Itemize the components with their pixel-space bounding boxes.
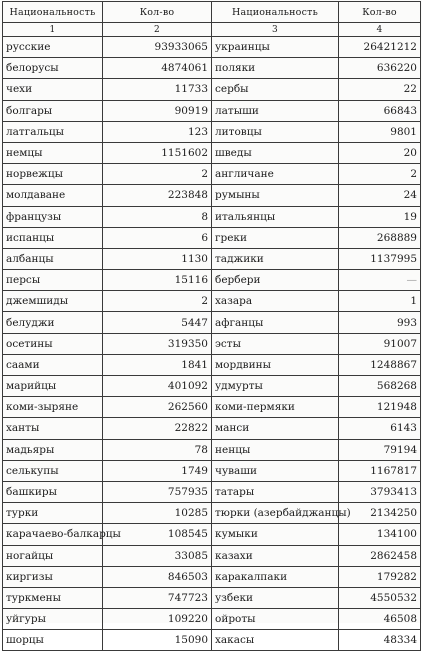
nationality-cell: осетины — [3, 333, 103, 354]
table-row — [3, 121, 421, 142]
count-cell: 5447 — [103, 312, 212, 333]
count-cell: 123 — [103, 121, 212, 142]
count-cell: 757935 — [103, 481, 212, 502]
count-cell: 8 — [103, 206, 212, 227]
table-header — [3, 2, 421, 37]
nationality-cell: русские — [3, 37, 103, 58]
count-cell: 15116 — [103, 270, 212, 291]
nationality-cell: тюрки (азербайджанцы) — [212, 503, 339, 524]
table-row — [3, 503, 421, 524]
table-row — [3, 37, 421, 58]
count-cell: 1248867 — [339, 354, 421, 375]
header-count-1: Кол-во — [103, 2, 212, 23]
table-row — [3, 418, 421, 439]
column-number-3: 3 — [212, 23, 339, 37]
nationality-cell: литовцы — [212, 121, 339, 142]
table-row — [3, 545, 421, 566]
nationality-cell: татары — [212, 481, 339, 502]
count-cell: 262560 — [103, 397, 212, 418]
table-row — [3, 566, 421, 587]
table-row — [3, 630, 421, 651]
nationality-cell: узбеки — [212, 587, 339, 608]
nationality-cell: уйгуры — [3, 609, 103, 630]
count-cell: 6 — [103, 227, 212, 248]
nationality-cell: шведы — [212, 142, 339, 163]
count-cell: 15090 — [103, 630, 212, 651]
table-row — [3, 376, 421, 397]
count-cell: 93933065 — [103, 37, 212, 58]
nationality-cell: румыны — [212, 185, 339, 206]
count-cell: 19 — [339, 206, 421, 227]
count-cell: 79194 — [339, 439, 421, 460]
count-cell: 33085 — [103, 545, 212, 566]
table-row — [3, 587, 421, 608]
count-cell: — — [339, 270, 421, 291]
count-cell: 747723 — [103, 587, 212, 608]
nationality-cell: саами — [3, 354, 103, 375]
nationality-cell: турки — [3, 503, 103, 524]
nationality-cell: манси — [212, 418, 339, 439]
count-cell: 2862458 — [339, 545, 421, 566]
nationality-cell: англичане — [212, 164, 339, 185]
table-row — [3, 58, 421, 79]
count-cell: 2 — [103, 164, 212, 185]
table-row — [3, 100, 421, 121]
nationality-cell: сербы — [212, 79, 339, 100]
nationality-cell: итальянцы — [212, 206, 339, 227]
header-count-2: Кол-во — [339, 2, 421, 23]
count-cell: 993 — [339, 312, 421, 333]
nationality-cell: шорцы — [3, 630, 103, 651]
table-row — [3, 227, 421, 248]
nationality-cell: поляки — [212, 58, 339, 79]
count-cell: 20 — [339, 142, 421, 163]
count-cell: 3793413 — [339, 481, 421, 502]
table-row — [3, 270, 421, 291]
count-cell: 108545 — [103, 524, 212, 545]
table-body — [3, 37, 421, 651]
table-row — [3, 524, 421, 545]
count-cell: 46508 — [339, 609, 421, 630]
count-cell: 319350 — [103, 333, 212, 354]
nationality-cell: персы — [3, 270, 103, 291]
nationality-cell: башкиры — [3, 481, 103, 502]
nationality-cell: хакасы — [212, 630, 339, 651]
column-number-row — [3, 23, 421, 37]
table-row — [3, 79, 421, 100]
nationality-cell: афганцы — [212, 312, 339, 333]
nationality-cell: немцы — [3, 142, 103, 163]
nationality-cell: бербери — [212, 270, 339, 291]
count-cell: 846503 — [103, 566, 212, 587]
count-cell: 66843 — [339, 100, 421, 121]
count-cell: 2134250 — [339, 503, 421, 524]
count-cell: 109220 — [103, 609, 212, 630]
nationality-cell: киргизы — [3, 566, 103, 587]
count-cell: 1130 — [103, 248, 212, 269]
table-row — [3, 609, 421, 630]
nationality-cell: испанцы — [3, 227, 103, 248]
count-cell: 1167817 — [339, 460, 421, 481]
header-nationality-2: Национальность — [212, 2, 339, 23]
nationality-cell: латгальцы — [3, 121, 103, 142]
count-cell: 2 — [103, 291, 212, 312]
table-row — [3, 333, 421, 354]
nationality-cell: латыши — [212, 100, 339, 121]
count-cell: 568268 — [339, 376, 421, 397]
nationality-cell: норвежцы — [3, 164, 103, 185]
header-nationality-1: Национальность — [3, 2, 103, 23]
table-row — [3, 142, 421, 163]
nationality-cell: удмурты — [212, 376, 339, 397]
count-cell: 22822 — [103, 418, 212, 439]
nationality-cell: карачаево-балкарцы — [3, 524, 103, 545]
nationality-cell: казахи — [212, 545, 339, 566]
nationality-cell: украинцы — [212, 37, 339, 58]
count-cell: 1841 — [103, 354, 212, 375]
count-cell: 90919 — [103, 100, 212, 121]
table-row — [3, 291, 421, 312]
count-cell: 4874061 — [103, 58, 212, 79]
count-cell: 401092 — [103, 376, 212, 397]
nationality-cell: эсты — [212, 333, 339, 354]
count-cell: 268889 — [339, 227, 421, 248]
count-cell: 10285 — [103, 503, 212, 524]
nationality-cell: болгары — [3, 100, 103, 121]
nationality-cell: молдаване — [3, 185, 103, 206]
count-cell: 6143 — [339, 418, 421, 439]
table-row — [3, 164, 421, 185]
count-cell: 22 — [339, 79, 421, 100]
nationality-cell: ногайцы — [3, 545, 103, 566]
table-row — [3, 397, 421, 418]
count-cell: 24 — [339, 185, 421, 206]
count-cell: 121948 — [339, 397, 421, 418]
nationality-cell: туркмены — [3, 587, 103, 608]
nationality-cell: кумыки — [212, 524, 339, 545]
nationality-cell: ойроты — [212, 609, 339, 630]
nationality-cell: чехи — [3, 79, 103, 100]
column-number-1: 1 — [3, 23, 103, 37]
nationality-cell: ненцы — [212, 439, 339, 460]
nationality-cell: французы — [3, 206, 103, 227]
table-row — [3, 481, 421, 502]
nationality-table — [2, 1, 421, 651]
count-cell: 11733 — [103, 79, 212, 100]
nationality-cell: селькупы — [3, 460, 103, 481]
nationality-cell: албанцы — [3, 248, 103, 269]
nationality-cell: чуваши — [212, 460, 339, 481]
count-cell: 2 — [339, 164, 421, 185]
table-row — [3, 248, 421, 269]
count-cell: 1749 — [103, 460, 212, 481]
table-row — [3, 460, 421, 481]
count-cell: 9801 — [339, 121, 421, 142]
table-row — [3, 312, 421, 333]
count-cell: 1151602 — [103, 142, 212, 163]
nationality-cell: коми-пермяки — [212, 397, 339, 418]
count-cell: 48334 — [339, 630, 421, 651]
table-row — [3, 206, 421, 227]
header-row — [3, 2, 421, 23]
nationality-cell: коми-зыряне — [3, 397, 103, 418]
count-cell: 223848 — [103, 185, 212, 206]
nationality-cell: белуджи — [3, 312, 103, 333]
table-row — [3, 439, 421, 460]
count-cell: 91007 — [339, 333, 421, 354]
count-cell: 1 — [339, 291, 421, 312]
column-number-4: 4 — [339, 23, 421, 37]
count-cell: 134100 — [339, 524, 421, 545]
nationality-cell: марийцы — [3, 376, 103, 397]
count-cell: 636220 — [339, 58, 421, 79]
nationality-cell: белорусы — [3, 58, 103, 79]
nationality-cell: ханты — [3, 418, 103, 439]
table-row — [3, 185, 421, 206]
nationality-cell: греки — [212, 227, 339, 248]
count-cell: 26421212 — [339, 37, 421, 58]
nationality-cell: мадьяры — [3, 439, 103, 460]
nationality-cell: джемшиды — [3, 291, 103, 312]
nationality-cell: каракалпаки — [212, 566, 339, 587]
count-cell: 4550532 — [339, 587, 421, 608]
count-cell: 1137995 — [339, 248, 421, 269]
nationality-cell: хазара — [212, 291, 339, 312]
nationality-cell: мордвины — [212, 354, 339, 375]
table-row — [3, 354, 421, 375]
count-cell: 78 — [103, 439, 212, 460]
nationality-cell: таджики — [212, 248, 339, 269]
count-cell: 179282 — [339, 566, 421, 587]
column-number-2: 2 — [103, 23, 212, 37]
